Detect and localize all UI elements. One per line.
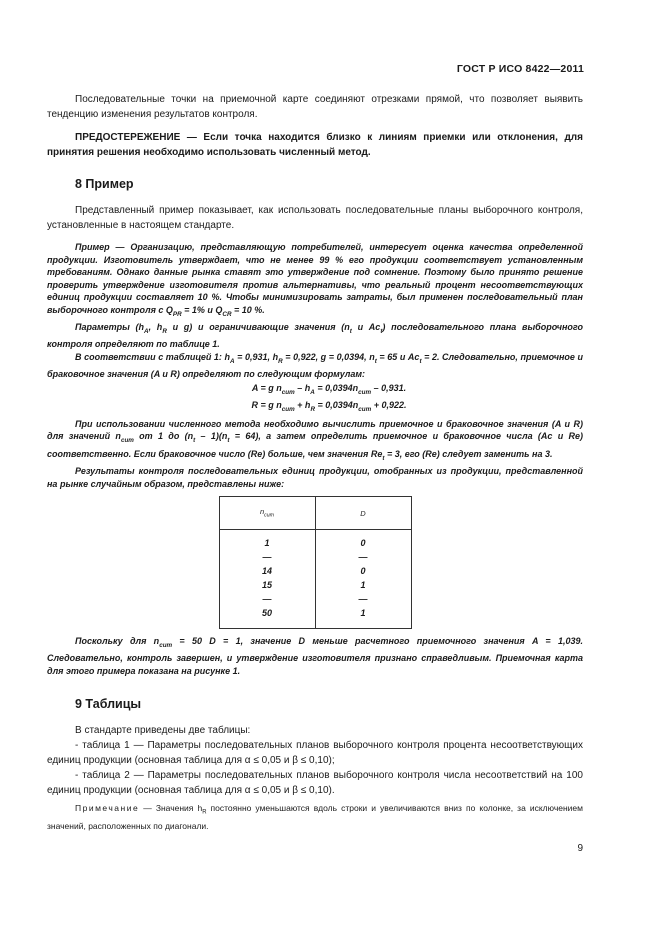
- cell-d: 0: [315, 564, 411, 578]
- intro-paragraph: Последовательные точки на приемочной карте соединяют отрезками прямой, что позволяет выявить тенденцию изменения результатов контроля.: [47, 94, 583, 120]
- section-8-title: 8 Пример: [75, 177, 134, 191]
- warning-paragraph: ПРЕДОСТЕРЕЖЕНИЕ — Если точка находится близко к линиям приемки или отклонения, для принятия решения необходимо использовать численный метод.: [47, 132, 583, 158]
- table-row: [219, 530, 411, 551]
- table-body: [219, 530, 411, 629]
- cell-d: 1: [315, 578, 411, 592]
- results-table: [219, 496, 412, 629]
- page-number: 9: [577, 843, 583, 854]
- table-row: [219, 550, 411, 564]
- formulas-block: [47, 382, 583, 416]
- results-intro-paragraph: Результаты контроля последовательных единиц продукции, отобранных из продукции, представленной на рынке случайным образом, представлены ниже:: [47, 466, 583, 489]
- section-9-item-1: - таблица 1 — Параметры последовательных планов выборочного контроля процента несоответствующих единиц продукции (основная таблица для α ≤ 0,05 и β ≤ 0,10);: [47, 740, 583, 767]
- table-row: [219, 578, 411, 592]
- table-header-d: D: [315, 497, 411, 530]
- conclusion-paragraph: Поскольку для $n_{cum} = 50$ D = 1, значение D меньше расчетного приемочного значения A = 1,039. Следовательно, контроль завершен, и утверждение изготовителя признано справедливым. Приемочная карта для этого примера показана на рисунке 1.: [47, 636, 583, 676]
- parameters-paragraph: Параметры ($h_A$, $h_R$ и g) и ограничивающие значения ($n_t$ и $Ac_t$) последовательного плана выборочного контроля определяют по таблице 1.: [47, 321, 584, 350]
- formula-acceptance: A = g $n_{cum} - h_A = 0,0394n_{cum} - 0,931$.: [251, 383, 407, 397]
- section-8-intro: Представленный пример показывает, как использовать последовательные планы выборочного контроля, установленные в настоящем стандарте.: [47, 205, 583, 231]
- page-content: [47, 92, 583, 833]
- formula-rejection: R = g $n_{cum} + h_R = 0,0394n_{cum} + 0,922$.: [251, 400, 407, 413]
- document-header: ГОСТ Р ИСО 8422—2011: [456, 63, 584, 75]
- cell-d: —: [315, 592, 411, 606]
- cell-ncum: —: [219, 592, 315, 606]
- cell-d: —: [315, 550, 411, 564]
- cell-ncum: 1: [219, 530, 315, 551]
- example-paragraph: Пример — Организацию, представляющую потребителей, интересует оценка качества определенной продукции. Изготовитель утверждает, что не менее 99 % его продукции соответствует установленным требованиям. Однако данные рынка ставят это утверждение под сомнение. Поэтому было принято решение проверить утверждение изготовителя против альтернативы, что реальный процент несоответствующих единиц продукции составляет 10 %. Чтобы минимизировать затраты, был применен последовательный план выборочного контроля с $Q_{PR} = 1\%$ и $Q_{CR} = 10$ %.: [47, 242, 583, 318]
- table-row: [219, 564, 411, 578]
- note-paragraph: Примечание — Значения $h_R$ постоянно уменьшаются вдоль строки и увеличиваются вниз по колонке, за исключением значений, расположенных по диагонали.: [47, 803, 583, 832]
- cell-d: 0: [315, 530, 411, 551]
- section-9-title: 9 Таблицы: [75, 697, 142, 712]
- table-header-ncum: $n_{cum}$: [219, 497, 315, 530]
- numeric-method-paragraph: При использовании численного метода необходимо вычислить приемочное и браковочное значения (A и R) для значений $n_{cum}$ от 1 до $(n_t - 1)(n_t = 64)$, а затем определить приемочное и браковочное числа (Ac и Re) соответственно. Если браковочное число (Re) больше, чем значения $Re_t = 3$, его (Re) следует заменить на 3.: [47, 418, 583, 462]
- cell-ncum: 15: [219, 578, 315, 592]
- cell-ncum: 14: [219, 564, 315, 578]
- cell-ncum: 50: [219, 606, 315, 629]
- cell-d: 1: [315, 606, 411, 629]
- table1-values-paragraph: В соответствии с таблицей 1: $h_A = 0,931$, $h_R = 0,922$, g = 0,0394, $n_t = 65$ и $Ac_t = 2$. Следовательно, приемочное и браковочное значения (A и R) определяют по следующим формулам:: [47, 351, 583, 379]
- table-row: [219, 606, 411, 629]
- table-row: [219, 592, 411, 606]
- section-9-intro: В стандарте приведены две таблицы:: [75, 725, 251, 737]
- section-9-item-2: - таблица 2 — Параметры последовательных планов выборочного контроля числа несоответствий на 100 единиц продукции (основная таблица для α ≤ 0,05 и β ≤ 0,10).: [47, 770, 583, 797]
- cell-ncum: —: [219, 550, 315, 564]
